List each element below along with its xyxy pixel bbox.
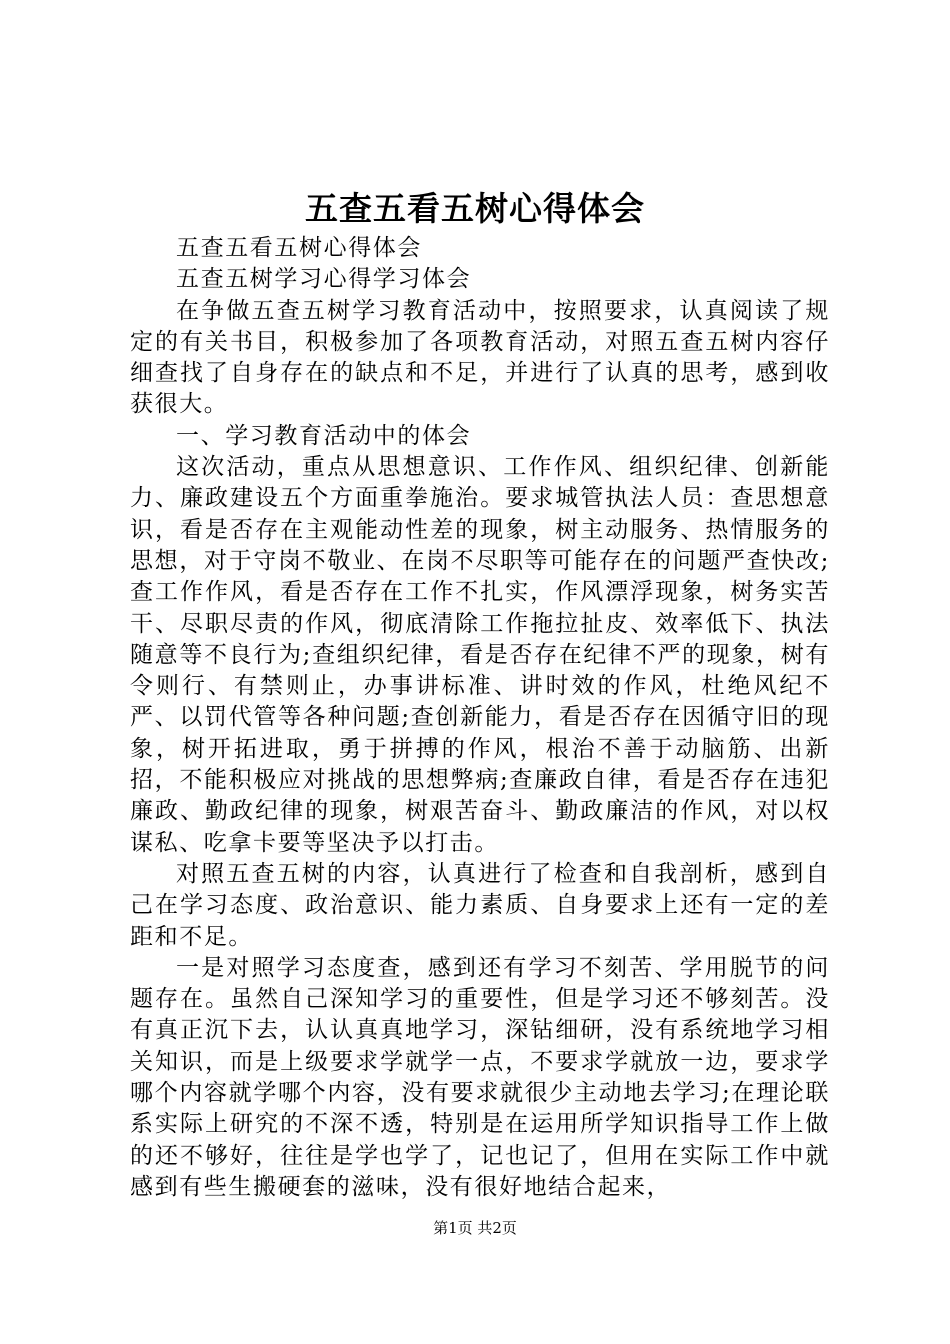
document-body [130, 233, 830, 1203]
document-title: 五查五看五树心得体会 [305, 189, 645, 228]
section-heading: 一、学习教育活动中的体会 [176, 422, 472, 449]
paragraph: 一是对照学习态度查，感到还有学习不刻苦、学用脱节的问题存在。虽然自己深知学习的重要性，但是学习还不够刻苦。没有真正沉下去，认认真真地学习，深钻细研，没有系统地学习相关知识，而是上级要求学就学一点，不要求学就放一边，要求学哪个内容就学哪个内容，没有要求就很少主动地去学习;在理论联系实际上研究的不深不透，特别是在运用所学知识指导工作上做的还不够好，往往是学也学了，记也记了，但用在实际工作中就感到有些生搬硬套的滋味，没有很好地结合起来， [130, 954, 830, 1200]
paragraph: 在争做五查五树学习教育活动中，按照要求，认真阅读了规定的有关书目，积极参加了各项教育活动，对照五查五树内容仔细查找了自身存在的缺点和不足，并进行了认真的思考，感到收获很大。 [130, 297, 830, 418]
paragraph: 对照五查五树的内容，认真进行了检查和自我剖析，感到自己在学习态度、政治意识、能力素质、自身要求上还有一定的差距和不足。 [130, 860, 830, 950]
paragraph: 五查五树学习心得学习体会 [176, 266, 472, 293]
paragraph: 五查五看五树心得体会 [176, 235, 422, 261]
paragraph: 这次活动，重点从思想意识、工作作风、组织纪律、创新能力、廉政建设五个方面重拳施治。要求城管执法人员：查思想意识，看是否存在主观能动性差的现象，树主动服务、热情服务的思想，对于守岗不敬业、在岗不尽职等可能存在的问题严查快改;查工作作风，看是否存在工作不扎实，作风漂浮现象，树务实苦干、尽职尽责的作风，彻底清除工作拖拉扯皮、效率低下、执法随意等不良行为;查组织纪律，看是否存在纪律不严的现象，树有令则行、有禁则止，办事讲标准、讲时效的作风，杜绝风纪不严、以罚代管等各种问题;查创新能力，看是否存在因循守旧的现象，树开拓进取，勇于拼搏的作风，根治不善于动脑筋、出新招，不能积极应对挑战的思想弊病;查廉政自律，看是否存在违犯廉政、勤政纪律的现象，树艰苦奋斗、勤政廉洁的作风，对以权谋私、吃拿卡要等坚决予以打击。 [130, 454, 830, 856]
page-number-footer: 第1页 共2页 [433, 1219, 517, 1237]
